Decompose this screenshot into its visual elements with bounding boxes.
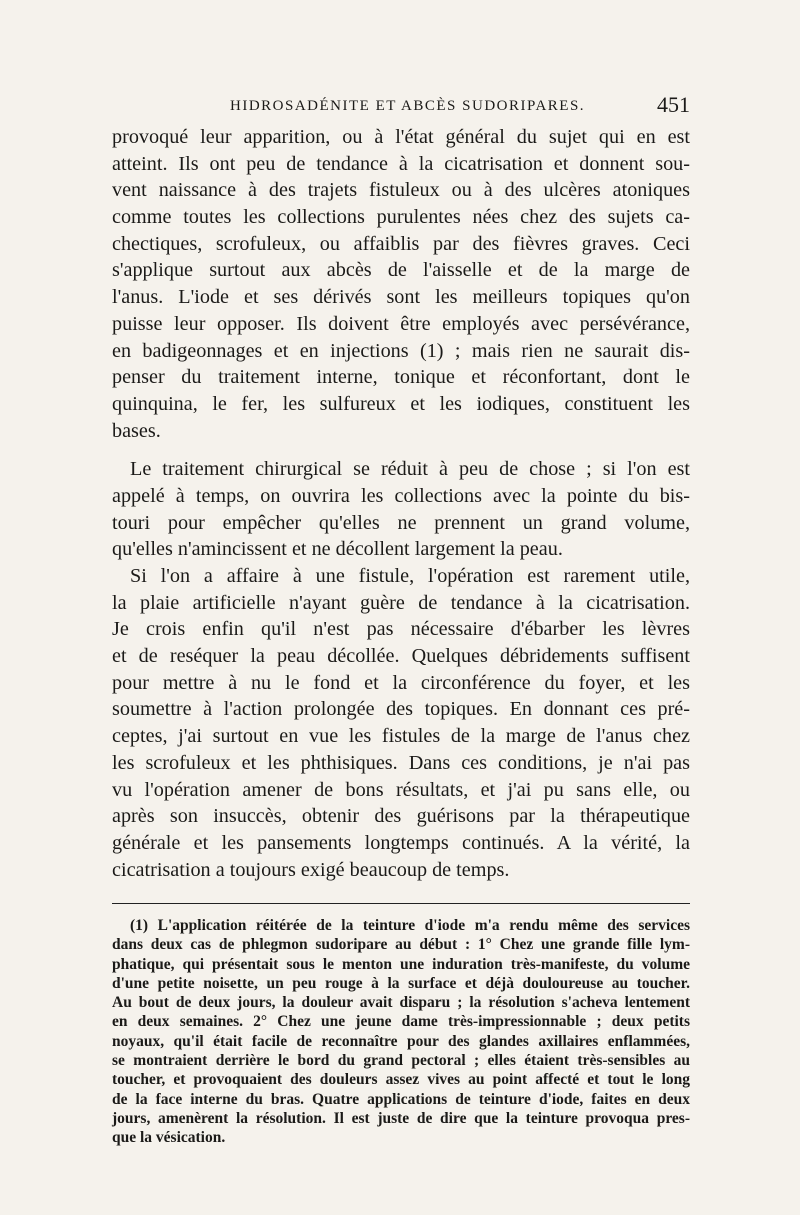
text-line: soumettre à l'action prolongée des topiques. En donnant ces pré-	[112, 698, 690, 721]
text-line: vent naissance à des trajets fistuleux ou à des ulcères atoniques	[112, 179, 690, 202]
text-line: puisse leur opposer. Ils doivent être employés avec persévérance,	[112, 312, 690, 335]
footnote-line: noyaux, qu'il était facile de reconnaître pour des glandes axillaires enflammées,	[112, 1032, 690, 1050]
text-line: appelé à temps, on ouvrira les collections avec la pointe du bis-	[112, 484, 690, 507]
footnote-line: d'une petite noisette, un peu rouge à la surface et déjà douloureuse au toucher.	[112, 974, 690, 992]
footnote	[112, 916, 690, 1148]
body-text	[112, 124, 690, 883]
text-line: pour mettre à nu le fond et la circonférence du foyer, et les	[112, 671, 690, 694]
paragraph-1	[112, 124, 690, 444]
running-head-title: HIDROSADÉNITE ET ABCÈS SUDORIPARES.	[230, 98, 586, 114]
text-line: les scrofuleux et les phthisiques. Dans ces conditions, je n'ai pas	[112, 751, 690, 774]
text-line: Le traitement chirurgical se réduit à peu de chose ; si l'on est	[130, 458, 690, 481]
text-line: comme toutes les collections purulentes nées chez des sujets ca-	[112, 206, 690, 229]
footnote-line: en deux semaines. 2° Chez une jeune dame très-impressionnable ; deux petits	[112, 1013, 690, 1031]
text-line: et de reséquer la peau décollée. Quelques débridements suffisent	[112, 645, 690, 668]
text-line: provoqué leur apparition, ou à l'état général du sujet qui en est	[112, 126, 690, 148]
paragraph-3	[112, 563, 690, 883]
running-head	[112, 92, 690, 122]
text-line: après son insuccès, obtenir des guérisons par la thérapeutique	[112, 805, 690, 828]
footnote-line: dans deux cas de phlegmon sudoripare au début : 1° Chez une grande fille lym-	[112, 936, 690, 954]
footnote-line: jours, amenèrent la résolution. Il est juste de dire que la teinture provoqua pres-	[112, 1109, 690, 1127]
footnote-line: phatique, qui présentait sous le menton une induration très-manifeste, du volume	[112, 955, 690, 973]
text-line: vu l'opération amener de bons résultats, et j'ai pu sans elle, ou	[112, 778, 690, 801]
text-line: générale et les pansements longtemps continués. A la vérité, la	[112, 831, 690, 854]
footnote-line: Au bout de deux jours, la douleur avait disparu ; la résolution s'acheva lentement	[112, 994, 690, 1012]
text-line: la plaie artificielle n'ayant guère de tendance à la cicatrisation.	[112, 591, 690, 614]
text-line: quinquina, le fer, les sulfureux et les iodiques, constituent les	[112, 392, 690, 415]
text-line: en badigeonnages et en injections (1) ; mais rien ne saurait dis-	[112, 339, 690, 362]
text-line: penser du traitement interne, tonique et réconfortant, dont le	[112, 366, 690, 389]
text-line: touri pour empêcher qu'elles ne prennent un grand volume,	[112, 511, 690, 534]
text-line: Je crois enfin qu'il n'est pas nécessaire d'ébarber les lèvres	[112, 618, 690, 641]
text-line: bases.	[112, 419, 161, 442]
footnote-line: (1) L'application réitérée de la teinture d'iode m'a rendu même des services	[130, 917, 690, 934]
text-line: l'anus. L'iode et ses dérivés sont les meilleurs topiques qu'on	[112, 286, 690, 309]
text-line: atteint. Ils ont peu de tendance à la cicatrisation et donnent sou-	[112, 152, 690, 175]
footnote-rule	[112, 903, 690, 904]
footnote-line: que la vésication.	[112, 1129, 226, 1147]
text-line: ceptes, j'ai surtout en vue les fistules de la marge de l'anus chez	[112, 725, 690, 748]
page-number: 451	[657, 92, 690, 117]
text-line: qu'elles n'amincissent et ne décollent largement la peau.	[112, 538, 563, 561]
footnote-line: de la face interne du bras. Quatre applications de teinture d'iode, faites en deux	[112, 1090, 690, 1108]
footnote-line: se montraient derrière le bord du grand pectoral ; elles étaient très-sensibles au	[112, 1052, 690, 1070]
footnote-line: toucher, et provoquaient des douleurs assez vives au point affecté et tout le long	[112, 1071, 690, 1089]
text-line: s'applique surtout aux abcès de l'aisselle et de la marge de	[112, 259, 690, 282]
text-line: Si l'on a affaire à une fistule, l'opération est rarement utile,	[130, 565, 690, 587]
text-line: cicatrisation a toujours exigé beaucoup de temps.	[112, 858, 510, 881]
text-line: chectiques, scrofuleux, ou affaiblis par des fièvres graves. Ceci	[112, 232, 690, 255]
paragraph-2	[112, 456, 690, 563]
